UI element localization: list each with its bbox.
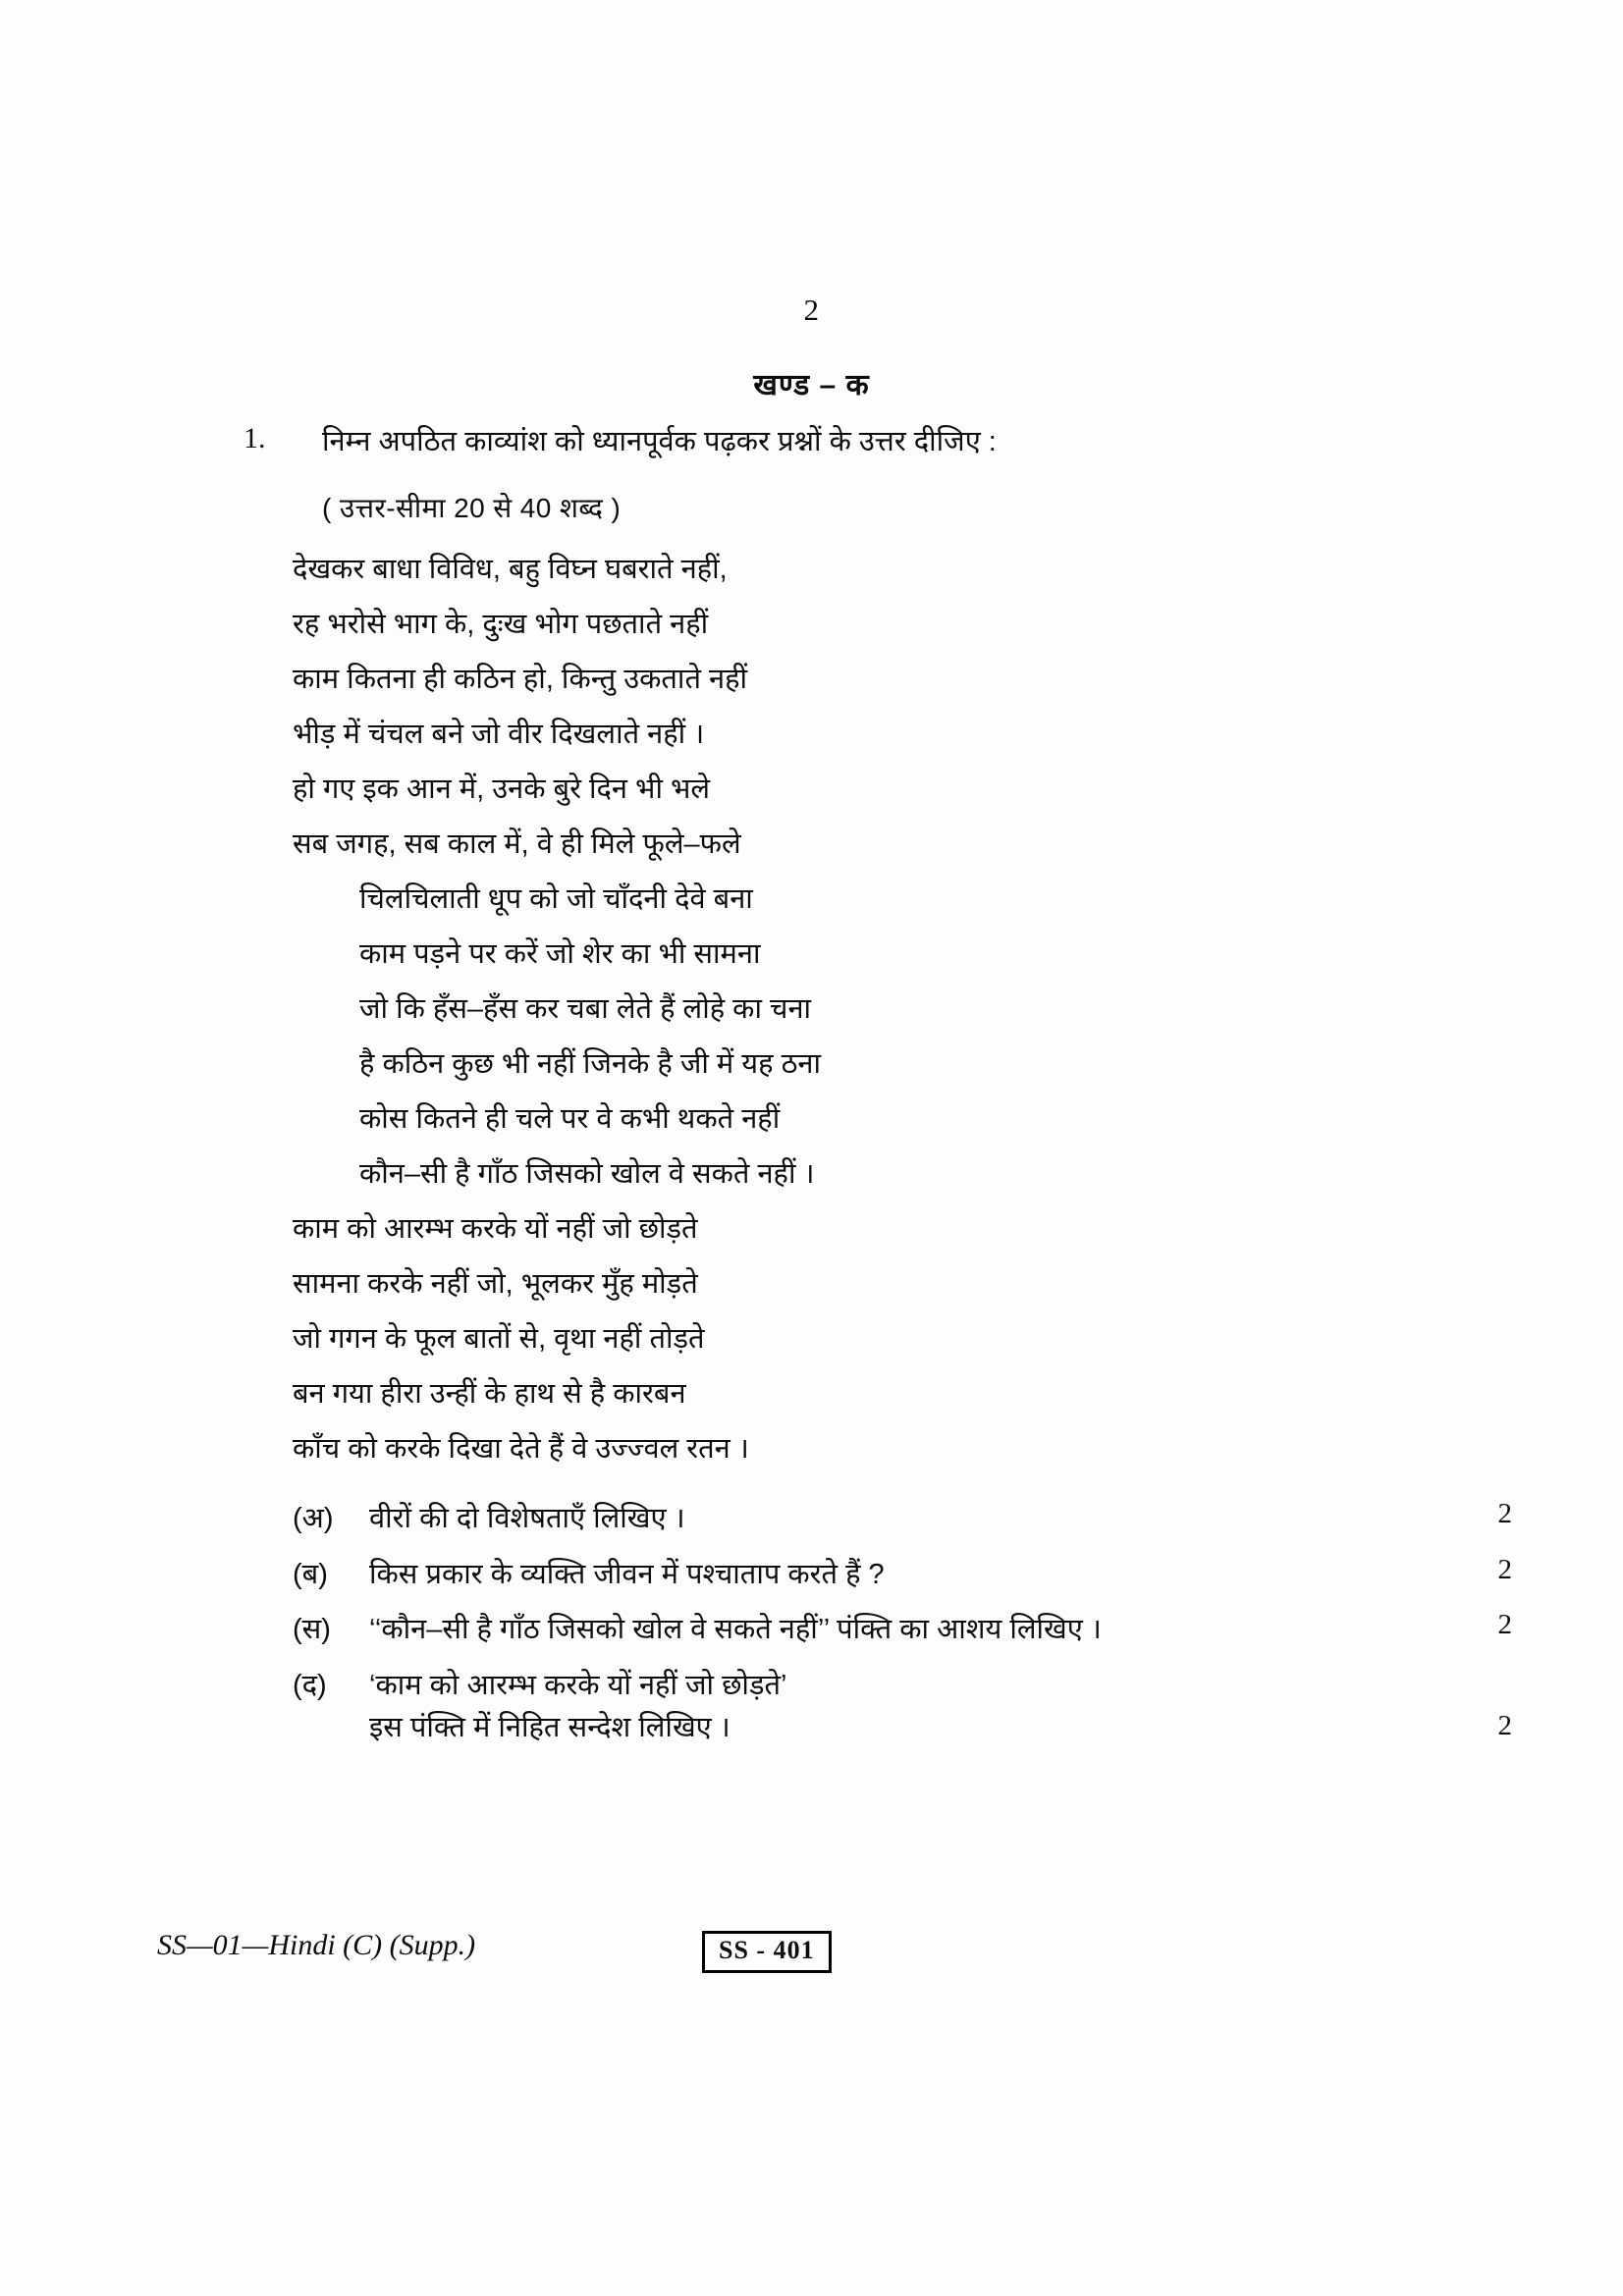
page-number: 2 [803,293,820,327]
sub-question-body [369,1665,1402,1750]
question-prompt: निम्न अपठित काव्यांश को ध्यानपूर्वक पढ़कर प्रश्नों के उत्तर दीजिए : [322,426,997,457]
sub-question-label: (ब) [293,1558,328,1590]
sub-question-body [369,1554,1402,1597]
sub-question [293,1553,1512,1597]
poem-line: कौन–सी है गाँठ जिसको खोल वे सकते नहीं । [359,1158,815,1191]
sub-question-body [369,1498,1402,1541]
sub-question [293,1665,1512,1750]
sub-question-body [369,1609,1402,1652]
poem-line: जो गगन के फूल बातों से, वृथा नहीं तोड़ते [293,1323,705,1356]
sub-question-text: ‘काम को आरम्भ करके यों नहीं जो छोड़ते’ [369,1669,787,1701]
poem-line: है कठिन कुछ भी नहीं जिनके है जी में यह ठना [359,1048,822,1081]
sub-question-label: (अ) [293,1503,334,1535]
poem-line: सब जगह, सब काल में, वे ही मिले फूले–फले [293,828,741,861]
poem-line: काम को आरम्भ करके यों नहीं जो छोड़ते [293,1213,698,1246]
section-heading: खण्ड – क [753,369,870,401]
page-content [243,422,1512,1763]
sub-question-label: (स) [293,1614,331,1646]
sub-question-text: वीरों की दो विशेषताएँ लिखिए । [369,1503,685,1535]
sub-question-text: ‘‘कौन–सी है गाँठ जिसको खोल वे सकते नहीं’’ पंक्ति का आशय लिखिए । [369,1614,1102,1646]
poem-passage [293,542,1402,1476]
sub-question-list [293,1498,1512,1750]
sub-question-marks: 2 [1497,1609,1512,1641]
question-number: 1. [243,422,266,454]
sub-question-marks: 2 [1497,1709,1512,1741]
sub-question-text: इस पंक्ति में निहित सन्देश लिखिए । [369,1712,730,1744]
sub-question-text: किस प्रकार के व्यक्ति जीवन में पश्चाताप करते हैं ? [369,1558,885,1590]
poem-line: रह भरोसे भाग के, दुःख भोग पछताते नहीं [293,609,709,641]
sub-question [293,1609,1512,1652]
question-1-row [243,422,1402,461]
poem-line: जो कि हँस–हँस कर चबा लेते हैं लोहे का चना [359,993,812,1026]
sub-question-marks: 2 [1497,1498,1512,1530]
poem-line: बन गया हीरा उन्हीं के हाथ से है कारबन [293,1378,686,1411]
poem-line: सामना करके नहीं जो, भूलकर मुँह मोड़ते [293,1268,698,1301]
poem-line: कोस कितने ही चले पर वे कभी थकते नहीं [359,1103,781,1136]
word-limit-note: ( उत्तर-सीमा 20 से 40 शब्द ) [322,493,622,524]
poem-line: काम पड़ने पर करें जो शेर का भी सामना [359,938,761,971]
poem-line: चिलचिलाती धूप को जो चाँदनी देवे बना [359,883,753,916]
paper-code: SS—01—Hindi (C) (Supp.) [157,1929,476,1961]
poem-line: काँच को करके दिखा देते हैं वे उज्ज्वल रतन । [293,1433,749,1466]
sub-question-label: (द) [293,1669,327,1701]
poem-line: हो गए इक आन में, उनके बुरे दिन भी भले [293,774,711,806]
poem-line: काम कितना ही कठिन हो, किन्तु उकताते नहीं [293,664,748,696]
boxed-paper-code: SS - 401 [702,1931,832,1973]
sub-question [293,1498,1512,1541]
sub-question-marks: 2 [1497,1553,1512,1585]
page-footer [157,1929,1473,1988]
poem-line: देखकर बाधा विविध, बहु विघ्न घबराते नहीं, [293,554,728,586]
poem-line: भीड़ में चंचल बने जो वीर दिखलाते नहीं । [293,719,705,751]
